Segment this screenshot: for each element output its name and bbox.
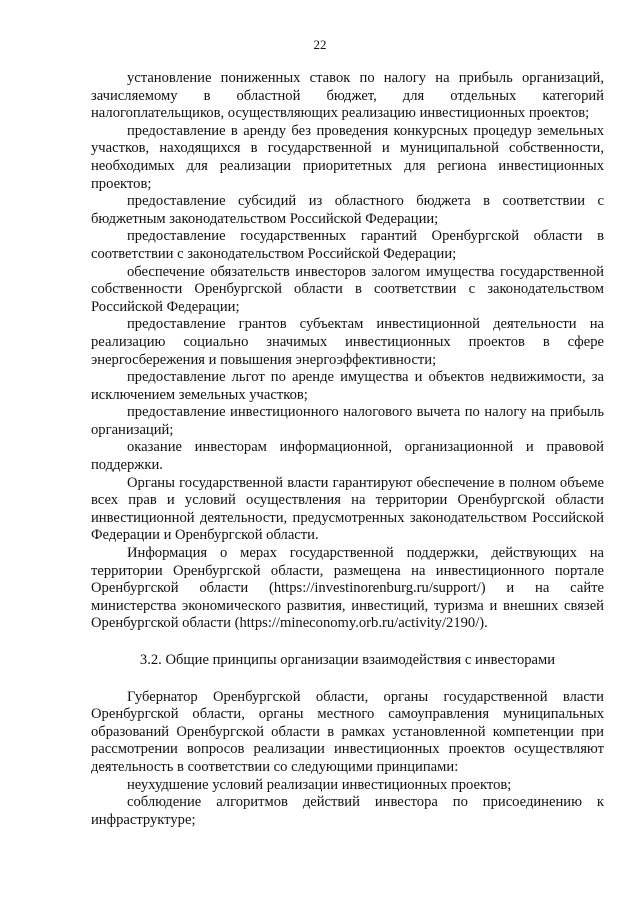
paragraph-rent-benefits: предоставление льгот по аренде имущества и объектов недвижимости, за исключением земельных участков; xyxy=(91,369,604,403)
paragraph-no-worsening: неухудшение условий реализации инвестиционных проектов; xyxy=(127,776,512,793)
section-heading: 3.2. Общие принципы организации взаимодействия с инвесторами xyxy=(139,652,556,668)
paragraph-algorithms: соблюдение алгоритмов действий инвестора по присоединению к инфраструктуре; xyxy=(91,794,604,828)
paragraph-grants: предоставление грантов субъектам инвестиционной деятельности на реализацию социально значимых инвестиционных проектов в сфере энергосбережения и повышения энергоэффективности; xyxy=(91,316,604,368)
paragraph-rights-guarantee: Органы государственной власти гарантируют обеспечение в полном объеме всех прав и условий осуществления на территории Оренбургской области инвестиционной деятельности, предусмотренных законодательством Российской Федерации и Оренбургской области. xyxy=(91,474,604,544)
paragraph-investor-support: оказание инвесторам информационной, организационной и правовой поддержки. xyxy=(91,439,604,474)
paragraph-collateral: обеспечение обязательств инвесторов залогом имущества государственной собственности Оренбургской области в соответствии с законодательством Российской Федерации; xyxy=(91,263,604,315)
paragraph-land-lease: предоставление в аренду без проведения конкурсных процедур земельных участков, находящихся в государственной и муниципальной собственности, необходимых для реализации приоритетных для региона инвестиционных проектов; xyxy=(91,122,604,192)
paragraph-subsidies: предоставление субсидий из областного бюджета в соответствии с бюджетным законодательством Российской Федерации; xyxy=(91,193,604,227)
paragraph-state-guarantees: предоставление государственных гарантий Оренбургской области в соответствии с законодательством Российской Федерации; xyxy=(91,228,604,262)
paragraph-reduced-tax-rates: установление пониженных ставок по налогу на прибыль организаций, зачисляемому в областной бюджет, для отдельных категорий налогоплательщиков, осуществляющих реализацию инвестиционных проектов; xyxy=(91,70,604,122)
page-number: 22 xyxy=(313,37,327,52)
paragraph-governor-principles: Губернатор Оренбургской области, органы государственной власти Оренбургской области, органы местного самоуправления муниципальных образований Оренбургской области в рамках установленной компетенции при рассмотрении вопросов реализации инвестиционных проектов осуществляют деятельность в соответствии со следующими принципами: xyxy=(91,688,604,775)
document-body xyxy=(91,70,604,829)
paragraph-support-info: Информация о мерах государственной поддержки, действующих на территории Оренбургской области, размещена на инвестиционного портале Оренбургской области (https://investinorenburg.ru/support/) и на сайте министерства экономического развития, инвестиций, туризма и внешних связей Оренбургской области (https://mineconomy.orb.ru/activity/2190/). xyxy=(91,545,604,632)
paragraph-tax-deduction: предоставление инвестиционного налогового вычета по налогу на прибыль организаций; xyxy=(91,404,604,438)
